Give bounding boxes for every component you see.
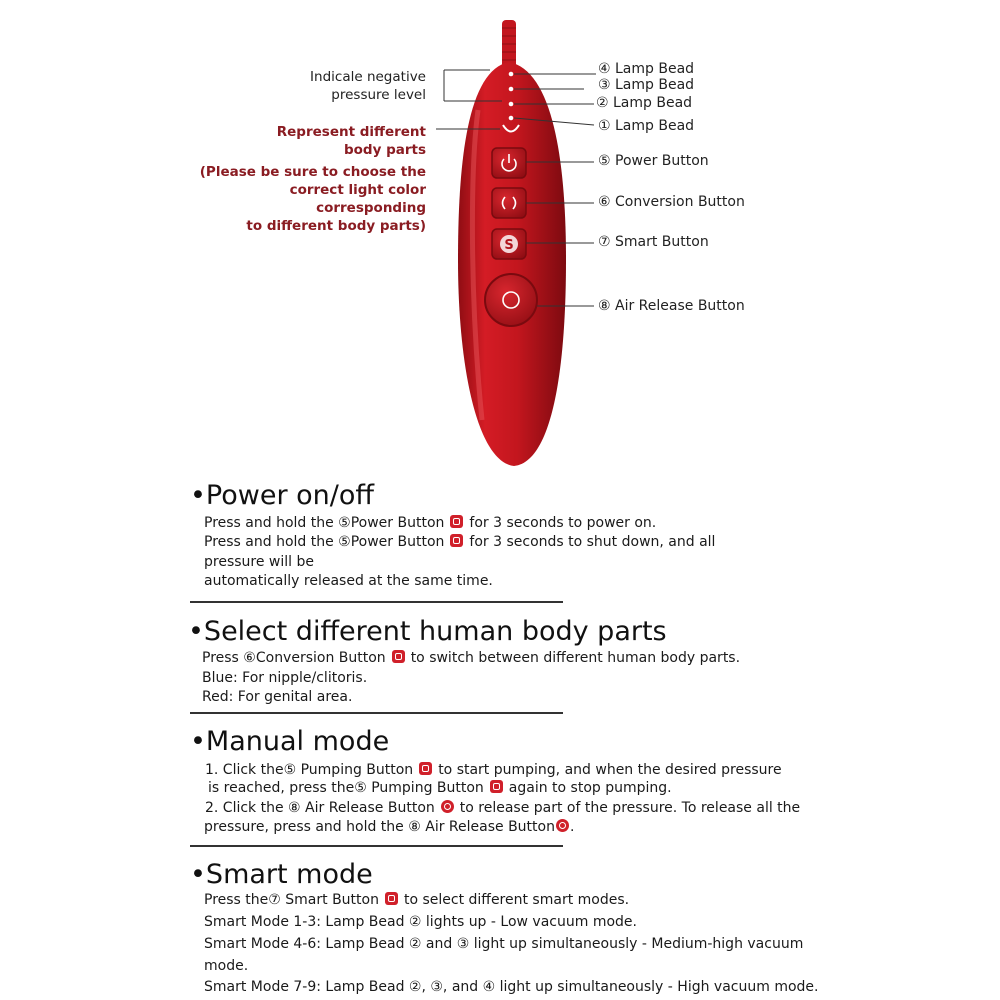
- body-parts-note-line1: (Please be sure to choose the: [199, 164, 426, 180]
- pumping-button-icon: [490, 780, 503, 793]
- conversion-button-icon: [392, 650, 405, 663]
- negative-pressure-label: [250, 68, 426, 104]
- power-section-title: •Power on/off: [190, 480, 374, 511]
- divider: [190, 712, 563, 714]
- callout-lamp-bead-1: ① Lamp Bead: [598, 118, 695, 134]
- negative-pressure-label-line1: Indicale negative: [310, 69, 426, 85]
- divider: [190, 845, 563, 847]
- lamp-bead-3: [509, 87, 514, 92]
- air-release-button: [485, 274, 537, 326]
- negative-pressure-label-line2: pressure level: [331, 87, 426, 103]
- manual-line-1: [205, 762, 782, 778]
- manual-section-title: •Manual mode: [190, 726, 390, 757]
- smart-section-title: •Smart mode: [190, 859, 373, 890]
- callout-conversion-button: ⑥ Conversion Button: [598, 194, 745, 210]
- body-line-1a: Press ⑥Conversion Button: [202, 650, 386, 666]
- manual-line-2a: is reached, press the⑤ Pumping Button: [208, 780, 484, 796]
- power-line-1a: Press and hold the ⑤Power Button: [204, 515, 445, 531]
- smart-line-1a: Press the⑦ Smart Button: [204, 892, 379, 908]
- device-diagram: [0, 0, 1000, 480]
- manual-line-1b: to start pumping, and when the desired pressure: [438, 762, 782, 778]
- callout-power-button: ⑤ Power Button: [598, 153, 709, 169]
- callout-air-release-button: ⑧ Air Release Button: [598, 298, 745, 314]
- manual-line-2b: again to stop pumping.: [508, 780, 672, 796]
- manual-line-4: [204, 819, 574, 835]
- lamp-bead-4: [509, 72, 514, 77]
- body-parts-label: [240, 123, 426, 159]
- body-parts-label-line1: Represent different: [276, 124, 426, 140]
- body-parts-note-line2: correct light color corresponding: [289, 182, 426, 216]
- smart-line-2: Smart Mode 1-3: Lamp Bead ② lights up - Low vacuum mode.: [204, 914, 637, 930]
- power-line-1: [204, 515, 656, 531]
- smart-line-5: Smart Mode 7-9: Lamp Bead ②, ③, and ④ light up simultaneously - High vacuum mode.: [204, 979, 819, 995]
- power-line-2b: for 3 seconds to shut down, and all: [469, 534, 716, 550]
- manual-line-3b: to release part of the pressure. To release all the: [459, 800, 801, 816]
- body-section-title: •Select different human body parts: [188, 616, 667, 647]
- callout-lamp-bead-4: ④ Lamp Bead: [598, 61, 695, 77]
- lamp-bead-1: [509, 116, 514, 121]
- manual-line-1a: 1. Click the⑤ Pumping Button: [205, 762, 414, 778]
- body-line-2: Blue: For nipple/clitoris.: [202, 670, 368, 686]
- callout-lamp-bead-3: ③ Lamp Bead: [598, 77, 695, 93]
- power-line-1b: for 3 seconds to power on.: [469, 515, 657, 531]
- body-parts-note: [180, 163, 426, 235]
- power-line-4: automatically released at the same time.: [204, 573, 493, 589]
- manual-line-3: [205, 800, 800, 816]
- power-line-2a: Press and hold the ⑤Power Button: [204, 534, 445, 550]
- conversion-button: [492, 188, 526, 218]
- manual-line-3a: 2. Click the ⑧ Air Release Button: [205, 800, 435, 816]
- body-line-3: Red: For genital area.: [202, 689, 353, 705]
- lamp-bead-2: [509, 102, 514, 107]
- air-release-button-icon: [441, 800, 454, 813]
- body-line-1b: to switch between different human body parts.: [410, 650, 741, 666]
- pumping-button-icon: [419, 762, 432, 775]
- smart-line-4: mode.: [204, 958, 249, 974]
- smart-line-3: Smart Mode 4-6: Lamp Bead ② and ③ light up simultaneously - Medium-high vacuum: [204, 936, 804, 952]
- divider: [190, 601, 563, 603]
- smart-line-1b: to select different smart modes.: [403, 892, 630, 908]
- body-parts-label-line2: body parts: [343, 142, 426, 158]
- power-line-3: pressure will be: [204, 554, 314, 570]
- power-button-icon: [450, 515, 463, 528]
- svg-text:S: S: [504, 238, 514, 253]
- smart-line-1: [204, 892, 629, 908]
- manual-line-4a: pressure, press and hold the ⑧ Air Release Button: [204, 819, 555, 835]
- air-release-button-icon: [556, 819, 569, 832]
- body-parts-note-line3: to different body parts): [246, 218, 426, 234]
- manual-line-4b: .: [569, 819, 575, 835]
- manual-line-2: [208, 780, 672, 796]
- smart-button-icon: [385, 892, 398, 905]
- body-line-1: [202, 650, 740, 666]
- power-line-2: [204, 534, 715, 550]
- callout-smart-button: ⑦ Smart Button: [598, 234, 709, 250]
- power-button-icon: [450, 534, 463, 547]
- callout-lamp-bead-2: ② Lamp Bead: [596, 95, 693, 111]
